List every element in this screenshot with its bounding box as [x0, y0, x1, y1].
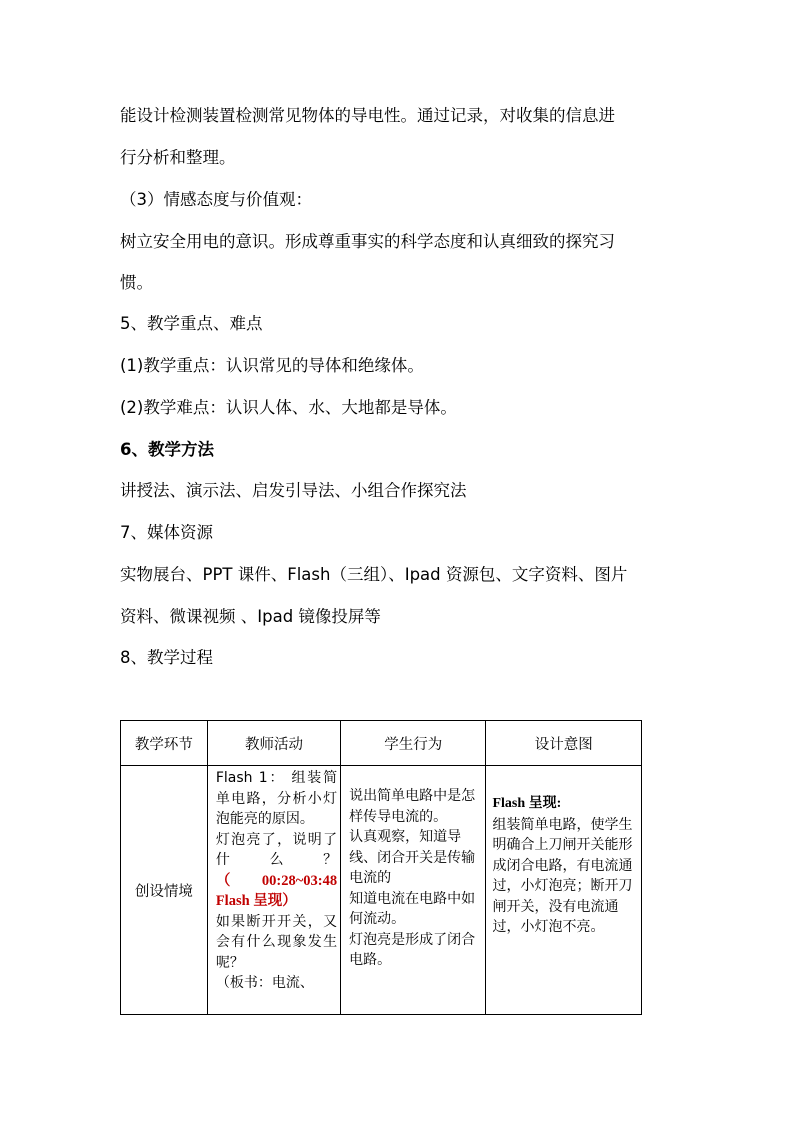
paragraph-line: 惯。: [120, 273, 153, 292]
header-cell: 教师活动: [207, 721, 340, 766]
paragraph-line: (2)教学难点：认识人体、水、大地都是导体。: [120, 398, 457, 417]
section-heading: 5、教学重点、难点: [120, 314, 263, 333]
subsection-heading: （3）情感态度与价值观：: [120, 190, 312, 209]
paragraph-line: (1)教学重点：认识常见的导体和绝缘体。: [120, 356, 424, 375]
paragraph-line: 资料、微课视频 、Ipad 镜像投屏等: [120, 607, 381, 626]
paragraph-line: 树立安全用电的意识。形成尊重事实的科学态度和认真细致的探究习: [120, 232, 615, 251]
teacher-text: 灯泡亮了，说明了 什 么 ？: [215, 831, 338, 868]
flash-timestamp: （00:28~03:48 Flash 呈现）: [215, 872, 338, 909]
student-behavior-cell: [341, 766, 486, 1015]
header-cell: 学生行为: [341, 721, 486, 766]
teacher-text: （板书：电流、: [215, 975, 314, 991]
stage-cell: 创设情境: [121, 766, 208, 1015]
paragraph-line: 行分析和整理。: [120, 148, 236, 167]
design-text: 组装简单电路，使学生明确合上刀闸开关能形成闭合电路，有电流通过，小灯泡亮；断开刀闸开关，没有电流通过，小灯泡不亮。: [492, 816, 633, 935]
teacher-activity-cell: [207, 766, 340, 1015]
table-row: [121, 766, 642, 1015]
section-heading: 8、教学过程: [120, 648, 213, 667]
header-cell: 设计意图: [486, 721, 642, 766]
student-text: 知道电流在电路中如何流动。: [349, 890, 476, 927]
header-cell: 教学环节: [121, 721, 208, 766]
section-heading: 7、媒体资源: [120, 523, 213, 542]
design-intent-cell: [486, 766, 642, 1015]
student-text: 灯泡亮是形成了闭合电路。: [349, 931, 476, 968]
section-heading: 6、教学方法: [120, 440, 214, 459]
student-text: 认真观察，知道导线、闭合开关是传输电流的: [349, 829, 476, 886]
student-text: 说出简单电路中是怎样传导电流的。: [349, 788, 476, 825]
design-title: Flash 呈现:: [492, 796, 562, 811]
teacher-text: 如果断开开关，又会有什么现象发生呢？: [215, 913, 338, 971]
table-header-row: [121, 721, 642, 766]
teacher-text: Flash 1： 组装简单电路，分析小灯泡能亮的原因。: [215, 770, 338, 827]
teaching-process-table: [120, 720, 642, 1015]
paragraph-line: 实物展台、PPT 课件、Flash（三组）、Ipad 资源包、文字资料、图片: [120, 565, 628, 584]
paragraph-line: 讲授法、演示法、启发引导法、小组合作探究法: [120, 481, 467, 500]
paragraph-line: 能设计检测装置检测常见物体的导电性。通过记录，对收集的信息进: [120, 106, 615, 125]
